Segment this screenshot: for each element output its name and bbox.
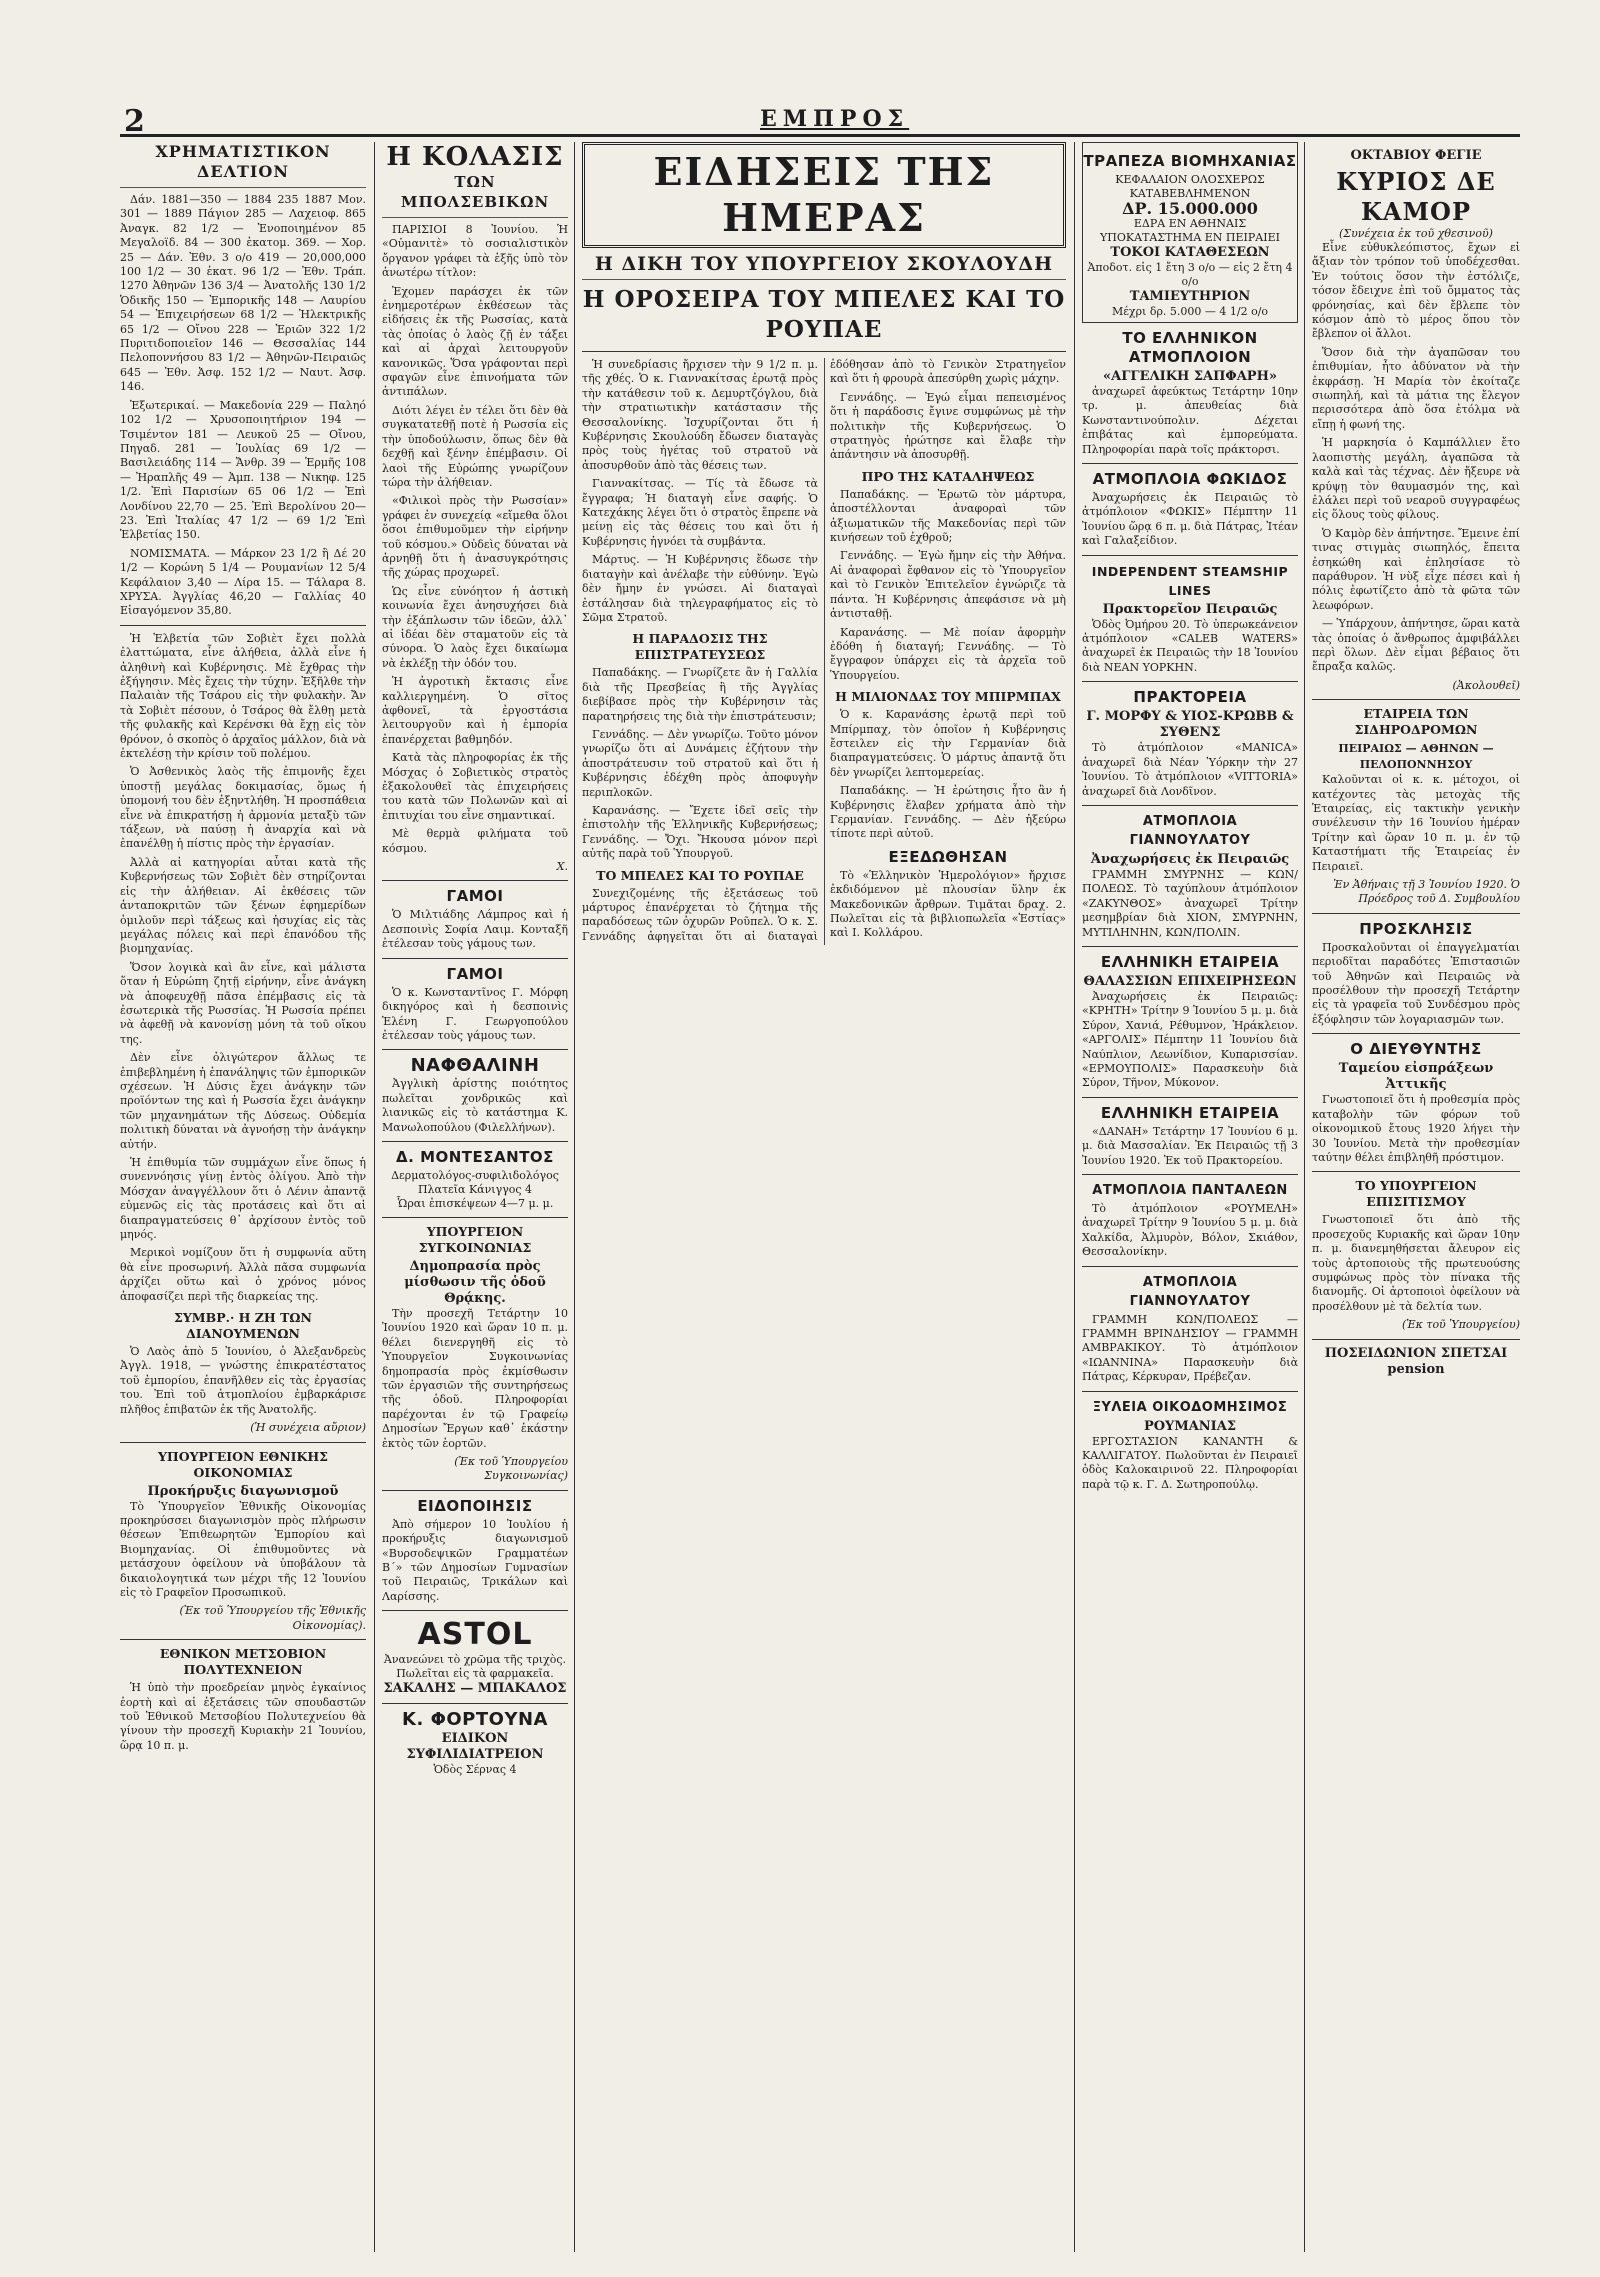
- column-separator: [574, 142, 575, 2252]
- ad-line: Μέχρι δρ. 5.000 — 4 1/2 ο/ο: [1111, 305, 1269, 318]
- column-shipping-ads: [1082, 142, 1298, 2252]
- divider: [1312, 1171, 1520, 1172]
- article-paragraph: Συνεχιζομένης τῆς ἐξετάσεως τοῦ μάρτυρος ἐπανέρχεται τὸ ζήτημα τῆς παραδόσεως τῶν ὀχυρῶν Ροῦπελ. Ὁ κ. Σ. Γεννάδης ἀφηγεῖται ὅτι αἱ διαταγαὶ ἐδόθησαν ἀπὸ τὸ Γενικὸν Στρατηγεῖον καὶ ὅτι ἡ φρουρὰ ἀπεσύρθη χωρὶς μάχην.: [582, 358, 1066, 943]
- ad-title: ΑΤΜΟΠΛΟΙΑ ΠΑΝΤΑΛΕΩΝ: [1092, 1183, 1288, 1198]
- article-paragraph: Εἶνε εὐθυκλεόπιστος, ἔχων εἰ ἄξιαν τὸν τρόπον τοῦ ὑποδέχεσθαι. Ἐν τούτοις ὅσον τὴν ἐστόλιζε, τόσον ἔδειχνε ἐπὶ τοῦ ὄμματος τὰς φρόνησίας, καὶ δὲν ἔβλεπε τὸν κόσμον ἀπὸ τὸ μέρος ὅπου τὸν ἔβλεπον οἱ ἄλλοι.: [1312, 241, 1520, 341]
- ad-lead: Ἀναχωρήσεις ἐκ Πειραιῶς: [1090, 851, 1290, 867]
- ad-title: ΠΡΑΚΤΟΡΕΙΑ: [1133, 688, 1247, 707]
- ad-line: ΥΠΟΚΑΤΑΣΤΗΜΑ ΕΝ ΠΕΙΡΑΙΕΙ: [1100, 231, 1280, 244]
- divider: [582, 279, 1066, 280]
- divider: [1082, 555, 1298, 556]
- ad-text: Τὸ ἀτμόπλοιον «ΡΟΥΜΕΛΗ» ἀναχωρεῖ Τρίτην 9 Ἰουνίου 5 μ. μ. διὰ Χαλκίδα, Ἀλμυρὸν, Βόλον, Σκιάθον, Θεσσαλονίκην.: [1082, 1202, 1298, 1259]
- article-paragraph: Ὅσον λογικὰ καὶ ἂν εἶνε, καὶ μάλιστα ὅταν ἡ Εὐρώπη ζητῇ εἰρήνην, εἶνε ἀνάγκη νὰ ἀποφευχθῇ πᾶσα ἐπέμβασις εἰς τὰ ἐσωτερικὰ τῆς Ρωσσίας. Ἡ Ρωσσία πρέπει νὰ ἀφεθῇ νὰ κανονίσῃ μόνη τὰ τοῦ οἴκου της.: [120, 960, 366, 1046]
- article-paragraph: Ὡς εἶνε εὐνόητον ἡ ἀστικὴ κοινωνία ἔχει ἀνησυχήσει διὰ τὴν ἐξάπλωσιν τῶν ἰδεῶν, ἀλλ᾿ αἱ ἰδέαι δὲν σταματοῦν εἰς τὰ σύνορα. Ὁ λαὸς ἔχει δικαίωμα νὰ ἐκλέξῃ τὴν ὁδόν του.: [382, 584, 568, 670]
- divider: [1082, 1391, 1298, 1392]
- divider: [1312, 1339, 1520, 1340]
- section-heading: ΤΟ ΜΠΕΛΕΣ ΚΑΙ ΤΟ ΡΟΥΠΑΕ: [596, 867, 804, 883]
- announcement-title: ΓΑΜΟΙ: [446, 964, 504, 983]
- ad-title: ΤΟ ΕΛΛΗΝΙΚΟΝ ΑΤΜΟΠΛΟΙΟΝ: [1122, 329, 1258, 366]
- ad-title: ASTOL: [417, 1617, 533, 1653]
- article-paragraph: Καρανάσης. — Μὲ ποίαν ἀφορμὴν ἐδόθη ἡ διαταγή; Γεννάδης. — Τὸ ἔγγραφον ὑπάρχει εἰς τὰ ἀρχεῖα τοῦ Ὑπουργείου.: [830, 625, 1066, 682]
- news-banner: ΕΙΔΗΣΕΙΣ ΤΗΣ ΗΜΕΡΑΣ: [582, 142, 1066, 248]
- ad-line: ΔΡ. 15.000.000: [1122, 199, 1258, 218]
- masthead: [120, 104, 1520, 139]
- article-paragraph: Καρανάσης. — Ἔχετε ἰδεῖ σεῖς τὴν ἐπιστολὴν τῆς Ἑλληνικῆς Κυβερνήσεως; Γεννάδης. — Ὄχι. Ἤκουσα μόνον περὶ αὐτῆς παρὰ τοῦ Ὑπουργοῦ.: [582, 803, 818, 861]
- article-paragraph: Κατὰ τὰς πληροφορίας ἐκ τῆς Μόσχας ὁ Σοβιετικὸς στρατὸς ἐξακολουθεῖ τὰς ἐπιχειρήσεις του κατὰ τῶν Πολωνῶν καὶ αἱ ἐπιτυχίαι του εἶνε σημαντικαί.: [382, 751, 568, 822]
- divider: [382, 1490, 568, 1491]
- signature: (Ἐκ τοῦ Ὑπουργείου τῆς Ἐθνικῆς Οἰκονομίας).: [179, 1604, 366, 1632]
- ad-lead: Ταμείου εἰσπράξεων Ἀττικῆς: [1338, 1061, 1494, 1093]
- divider: [382, 1141, 568, 1142]
- signature: (Ἐκ τοῦ Ὑπουργείου): [1401, 1318, 1520, 1332]
- ad-text: ΕΡΓΟΣΤΑΣΙΟΝ ΚΑΝΑΝΤΗ & ΚΑΛΛΙΓΑΤΟΥ. Πωλοῦνται ἐν Πειραιεῖ ὁδὸς Καλοκαιρινοῦ 22. Πληροφορίαι παρὰ τῷ κ. Γ. Δ. Σωτηροπούλῳ.: [1082, 1434, 1298, 1491]
- section-heading: ΕΘΝΙΚΟΝ ΜΕΤΣΟΒΙΟΝ ΠΟΛΥΤΕΧΝΕΙΟΝ: [159, 1646, 327, 1678]
- ad-text: «ΔΑΝΑΗ» Τετάρτην 17 Ἰουνίου 6 μ. μ. διὰ Μασσαλίαν. Ἐκ Πειραιῶς τῇ 3 Ἰουνίου 1920. Ἐκ τοῦ Πρακτορείου.: [1082, 1124, 1298, 1167]
- article-paragraph: Τὸ «Ἑλληνικὸν Ἡμερολόγιον» ἤρχισε ἐκδιδόμενον μὲ πλουσίαν ὕλην ἐκ Μακεδονικῶν ἄρθρων. Τιμᾶται δραχ. 2. Πωλεῖται εἰς τὰ βιβλιοπωλεῖα «Ἑστίας» καὶ Ι. Κολλάρου.: [830, 868, 1066, 940]
- ad-title: ΕΤΑΙΡΕΙΑ ΤΩΝ ΣΙΔΗΡΟΔΡΟΜΩΝ: [1354, 706, 1478, 738]
- divider: [120, 1442, 366, 1443]
- stock-bulletin-title: ΧΡΗΜΑΤΙΣΤΙΚΟΝ ΔΕΛΤΙΟΝ: [155, 142, 331, 181]
- article-paragraph: Παπαδάκης. — Γνωρίζετε ἂν ἡ Γαλλία διὰ τῆς Πρεσβείας ἢ τῆς Ἀγγλίας διεβίβασε πρὸς τὴν Κυβέρνησιν τὰς παρατηρήσεις της διὰ τὴν ἐπιστράτευσιν;: [582, 666, 818, 723]
- bank-ad: [1082, 142, 1298, 323]
- divider: [1312, 699, 1520, 700]
- signature: Ἐν Ἀθήναις τῇ 3 Ἰουνίου 1920. Ὁ Πρόεδρος τοῦ Δ. Συμβουλίου: [1333, 878, 1520, 906]
- ad-title: ΑΤΜΟΠΛΟΙΑ ΓΙΑΝΝΟΥΛΑΤΟΥ: [1129, 813, 1251, 848]
- ad-text: Γνωστοποιεῖ ὅτι ἡ προθεσμία πρὸς καταβολὴν τῶν φόρων τοῦ οἰκονομικοῦ ἔτους 1920 λήγει τὴν 30 Ἰουνίου. Μετὰ τὴν προθεσμίαν ταύτην θέλει ἐπιβληθῆ πρόστιμον.: [1312, 1093, 1520, 1164]
- ad-title: ΠΡΟΣΚΛΗΣΙΣ: [1359, 919, 1473, 938]
- divider: [120, 625, 366, 626]
- ad-text: Τὸ ἀτμόπλοιον «MANICA» ἀναχωρεῖ διὰ Νέαν Ὑόρκην τὴν 27 Ἰουνίου. Τὸ ἀτμόπλοιον «VITTORIA» ἀναχωρεῖ διὰ Λονδῖνον.: [1082, 741, 1298, 798]
- section-heading: ΕΞΕΔΩΘΗΣΑΝ: [888, 847, 1008, 866]
- section-heading: Η ΠΑΡΑΔΟΣΙΣ ΤΗΣ ΕΠΙΣΤΡΑΤΕΥΣΕΩΣ: [632, 631, 768, 663]
- column-separator: [374, 142, 375, 2252]
- ad-title: ΥΠΟΥΡΓΕΙΟΝ ΣΥΓΚΟΙΝΩΝΙΑΣ: [418, 1223, 532, 1255]
- divider: [1312, 913, 1520, 914]
- ad-lead: ΡΟΥΜΑΝΙΑΣ: [1143, 1418, 1237, 1434]
- article-paragraph: Ἡ συνεδρίασις ἤρχισεν τὴν 9 1/2 π. μ. τῆς χθές. Ὁ κ. Γιαννακίτσας ἐρωτᾷ πρὸς τὴν κατάθεσιν τοῦ κ. Δεμυρτζόγλου, διὰ τὴν στρατιωτικὴν κατάστασιν τῆς Θεσσαλονίκης. Ἰσχυρίζονται ὅτι ἡ Κυβέρνησις Σκουλούδη ἔδωσεν διαταγὰς πρὸς τοὺς ἡγέτας τοῦ στρατοῦ νὰ ἀποσυρθοῦν ἀπὸ τὰς θέσεις των.: [582, 358, 818, 472]
- article-paragraph: Γεννάδης. — Ἐγώ εἶμαι πεπεισμένος ὅτι ἡ παράδοσις ἔγινε συμφώνως μὲ τὴν πολιτικὴν τῆς Κυβερνήσεως. Ὁ στρατηγὸς ἠρώτησε καὶ ἔλαβε τὴν ἀπάντησιν νὰ ἀποσυρθῇ.: [830, 390, 1066, 462]
- announcement-text: Ὁ κ. Κωνσταντῖνος Γ. Μόρφη δικηγόρος καὶ ἡ δεσποινὶς Ἑλένη Γ. Γεωργοπούλου ἐτέλεσαν τοὺς γάμους των.: [382, 985, 568, 1042]
- divider: [120, 1639, 366, 1640]
- ad-title: ΤΟ ΥΠΟΥΡΓΕΙΟΝ ΕΠΙΣΙΤΙΣΜΟΥ: [1355, 1178, 1477, 1210]
- continued-note: (Ἀκολουθεῖ): [1452, 678, 1520, 692]
- divider: [382, 1610, 568, 1611]
- signature: (Ἐκ τοῦ Ὑπουργείου Συγκοινωνίας): [454, 1455, 568, 1483]
- article-paragraph: ΠΑΡΙΣΙΟΙ 8 Ἰουνίου. Ἡ «Οὐμανιτὲ» τὸ σοσιαλιστικὸν ὄργανον γράφει τὰ ἑξῆς ὑπὸ τὸν ἀνωτέρω τίτλον:: [382, 223, 568, 280]
- ad-title: ΑΤΜΟΠΛΟΙΑ ΦΩΚΙΔΟΣ: [1092, 470, 1288, 489]
- ad-text: ἀναχωρεῖ ἀφεύκτως Τετάρτην 10ην τρ. μ. ἀπευθείας διὰ Κωνσταντινούπολιν. Δέχεται ἐπιβάτας καὶ ἐμπορεύματα. Πληροφορίαι παρὰ τοῖς πράκτορσι.: [1082, 385, 1298, 456]
- article-paragraph: Ὁ κ. Καρανάσης ἐρωτᾷ περὶ τοῦ Μπίρμπαχ, τὸν ὁποῖον ἡ Κυβέρνησις ἔστειλεν εἰς τὴν Γερμανίαν διὰ διαπραγματεύσεις. Ὁ μάρτυς ἀπαντᾷ ὅτι δὲν γνωρίζει λεπτομερείας.: [830, 708, 1066, 779]
- serial-note: (Συνέχεια ἐκ τοῦ χθεσινοῦ): [1339, 227, 1493, 240]
- article-paragraph: Ἡ ὑπὸ τὴν προεδρείαν μηνὸς ἐγκαίνιος ἐορτὴ καὶ αἱ ἐξετάσεις τῶν σπουδαστῶν τοῦ Ἐθνικοῦ Μετσοβίου Πολυτεχνείου θὰ γίνουν τὴν προσεχῆ Κυριακὴν 21 Ἰουνίου, ὥρᾳ 10 π. μ.: [120, 1681, 366, 1752]
- article-paragraph: Γιαννακίτσας. — Τίς τὰ ἔδωσε τὰ ἔγγραφα; Ἡ διαταγὴ εἶνε σαφής. Ὁ Κατεχάκης λέγει ὅτι ὁ στρατὸς ἔπρεπε νὰ μείνῃ εἰς τὰς θέσεις του καὶ ὅτι ἡ Κυβέρνησις ἠγνόει τὰ συμβάντα.: [582, 477, 818, 548]
- ad-text: Καλοῦνται οἱ κ. κ. μέτοχοι, οἱ κατέχοντες τὰς μετοχὰς τῆς Ἑταιρείας, εἰς τακτικὴν γενικὴν συνέλευσιν τὴν 16 Ἰουνίου ἡμέραν Τρίτην καὶ ὥραν 10 π. μ. ἐν τῷ Καταστήματι τῆς Ἑταιρείας ἐν Πειραιεῖ.: [1312, 773, 1520, 873]
- ad-line: Ἀνανεώνει τὸ χρῶμα τῆς τριχὸς.: [383, 1653, 567, 1667]
- divider: [382, 1049, 568, 1050]
- divider: [1312, 1033, 1520, 1034]
- section-lead: Προκήρυξις διαγωνισμοῦ: [147, 1483, 339, 1499]
- ad-title: ΝΑΦΘΑΛΙΝΗ: [410, 1055, 540, 1077]
- paper-name: ΕΜΠΡΟΣ: [760, 106, 910, 132]
- ad-line: Ἀποδοτ. εἰς 1 ἔτη 3 ο/ο — εἰς 2 ἔτη 4 ο/ο: [1087, 261, 1293, 288]
- article-paragraph: Ὁ Ἀσθενικὸς λαὸς τῆς ἐπιμονῆς ἔχει ὑποστῇ μεγάλας δοκιμασίας, ὅμως ἡ ὑπομονή του δὲν ἐξηντλήθη. Ἡ προσπάθεια εἶνε νὰ ἐπικρατήσῃ ἡ ἀρμονία μεταξὺ τῶν τάξεων, νὰ παύσῃ ἡ ἀναρχία καὶ νὰ ἐπανέλθῃ ἡ πίστις πρὸς τὴν ἐργασίαν.: [120, 765, 366, 851]
- ad-text: Προσκαλοῦνται οἱ ἐπαγγελματίαι περιοδῖται παραδότες Ἐπιστασιῶν τοῦ Ἀθηνῶν καὶ Πειραιῶς νὰ προσέλθουν τὴν προσεχῆ Τετάρτην εἰς τὰ γραφεῖα τοῦ Συνδέσμου πρὸς ἐξόφλησιν τῶν λογαριασμῶν των.: [1312, 940, 1520, 1026]
- ad-line: Ὧραι ἐπισκέψεων 4—7 μ. μ.: [396, 1196, 554, 1210]
- ad-text: Τὴν προσεχῆ Τετάρτην 10 Ἰουνίου 1920 καὶ ὥραν 10 π. μ. θέλει διενεργηθῆ εἰς τὸ Ὑπουργεῖον Συγκοινωνίας δημοπρασία πρὸς ἐκμίσθωσιν τῶν ἐργασιῶν τῆς συντηρήσεως τῆς ὁδοῦ. Πληροφορίαι παρέχονται ἐν τῷ Γραφείῳ Δημοσίων Ἔργων καθ᾿ ἑκάστην ἐκτὸς τῶν ἑορτῶν.: [382, 1306, 568, 1450]
- footer-ad: ΠΟΣΕΙΔΩΝΙΟΝ ΣΠΕΤΣΑΙ pension: [1324, 1345, 1508, 1377]
- article-title: Η ΚΟΛΑΣΙΣ: [386, 142, 564, 172]
- announcement-title: ΓΑΜΟΙ: [446, 887, 504, 906]
- ad-title: INDEPENDENT STEAMSHIP LINES: [1091, 563, 1289, 598]
- section-heading: Η ΜΙΛΙΟΝΔΑΣ ΤΟΥ ΜΠΙΡΜΠΑΧ: [835, 689, 1061, 705]
- article-paragraph: Μὲ θερμὰ φιλήματα τοῦ κόσμου.: [382, 827, 568, 855]
- page-number: 2: [124, 104, 145, 139]
- column-stock-bulletin: [120, 142, 366, 2252]
- article-paragraph: Διότι λέγει ἐν τέλει ὅτι δὲν θὰ συγκατατεθῇ ποτὲ ἡ Ρωσσία εἰς τὴν ὑποδούλωσιν, ὅπως δὲν θὰ δεχθῇ καὶ ξένην ἐπέμβασιν. Οἱ λαοὶ τῆς Εὐρώπης γνωρίζουν τώρα τὴν ἀλήθειαν.: [382, 403, 568, 489]
- two-column-body: [582, 358, 1066, 945]
- headline: Η ΟΡΟΣΕΙΡΑ ΤΟΥ ΜΠΕΛΕΣ ΚΑΙ ΤΟ ΡΟΥΠΑΕ: [582, 286, 1066, 343]
- article-paragraph: Παπαδάκης. — Ἐρωτῶ τὸν μάρτυρα, ἀποστέλλονται ἀναφοραὶ τῶν ἀξιωματικῶν τῆς Μακεδονίας περὶ τῶν κινήσεων τοῦ ἐχθροῦ;: [830, 487, 1066, 545]
- article-paragraph: «Φιλικοὶ πρὸς τὴν Ρωσσίαν» γράφει ἐν συνεχείᾳ «εἴμεθα ὅλοι ὅσοι ἐπιθυμοῦμεν τὴν εἰρήνην τοῦ κόσμου.» Οὐδεὶς δύναται νὰ ἀρνηθῇ ὅτι ἡ ἀνασυγκρότησις τῆς χώρας προχωρεῖ.: [382, 494, 568, 580]
- article-paragraph: Δὲν εἶνε ὀλιγώτερον ἄλλως τε ἐπιβεβλημένη ἡ ἐπανάληψις τῶν ἐμπορικῶν σχέσεων. Ἡ Δύσις ἔχει ἀνάγκην τῶν προϊόντων της καὶ ἡ Ρωσσία ἔχει ἀνάγκην τῶν μηχανημάτων τῆς Δύσεως. Οὐδεμία πολιτικὴ δύναται νὰ ἀγνοήσῃ τὴν ἀνάγκην αὐτήν.: [120, 1051, 366, 1151]
- ad-line: ΣΑΚΑΛΗΣ — ΜΠΑΚΑΛΟΣ: [383, 1681, 567, 1697]
- ad-title: Κ. ΦΟΡΤΟΥΝΑ: [402, 1709, 548, 1731]
- divider: [1082, 1097, 1298, 1098]
- ad-line: Πωλεῖται εἰς τὰ φαρμακεῖα.: [396, 1667, 554, 1681]
- ad-title: ΑΤΜΟΠΛΟΙΑ ΓΙΑΝΝΟΥΛΑΤΟΥ: [1129, 1274, 1251, 1309]
- announcement-text: Ὁ Μιλτιάδης Λάμπρος καὶ ἡ Δεσποινὶς Σοφία Λαιμ. Κονταξῆ ἐτέλεσαν τοὺς γάμους των.: [382, 908, 568, 951]
- article-paragraph: Μερικοὶ νομίζουν ὅτι ἡ συμφωνία αὕτη θὰ εἶνε προσωρινή. Ἀλλὰ πᾶσα συμφωνία ἀρχίζει οὕτω καὶ ὁ χρόνος μόνος ἀποφασίζει περὶ τῆς διαρκείας της.: [120, 1246, 366, 1303]
- divider: [120, 187, 366, 188]
- ad-lead: ΘΑΛΑΣΣΙΩΝ ΕΠΙΧΕΙΡΗΣΕΩΝ: [1083, 973, 1297, 989]
- article-paragraph: Τὸ Ὑπουργεῖον Ἐθνικῆς Οἰκονομίας προκηρύσσει διαγωνισμὸν πρὸς πλήρωσιν θέσεων Ἐπιθεωρητῶν Ἐμπορίου καὶ Βιομηχανίας. Οἱ ἐπιθυμοῦντες νὰ μετάσχουν ὀφείλουν νὰ ὑποβάλουν τὰ δικαιολογητικά των μέχρι τῆς 12 Ἰουνίου εἰς τὸ Γραφεῖον Προσωπικοῦ.: [120, 1499, 366, 1599]
- article-paragraph: Ἡ μαρκησία ὁ Καμπάλλιεν ἔτο λαοπιστὴς μεγάλη, ἀγαπῶσα τὰ καλὰ καὶ τὰς τέχνας. Δὲν ἤξευρε νὰ κρύψῃ τὸν θαυμασμόν της, καὶ ἐλάλει περὶ τοῦ νεαροῦ συγγραφέως εἰς ὅλους τοὺς φίλους.: [1312, 436, 1520, 522]
- column-serial-novel: [1312, 142, 1520, 2252]
- ad-title: ΕΙΔΟΠΟΙΗΣΙΣ: [417, 1496, 533, 1515]
- ad-line: ΚΕΦΑΛΑΙΟΝ ΟΛΟΣΧΕΡΩΣ ΚΑΤΑΒΕΒΛΗΜΕΝΟΝ: [1115, 173, 1265, 200]
- ad-text: ΓΡΑΜΜΗ ΚΩΝ/ΠΟΛΕΩΣ — ΓΡΑΜΜΗ ΒΡΙΝΔΗΣΙΟΥ — ΓΡΑΜΜΗ ΑΜΒΡΑΚΙΚΟΥ. Τὸ ἀτμόπλοιον «ΙΩΑΝΝΙΝΑ» Παρασκευὴν διὰ Πάτρας, Κέρκυραν, Πρέβεζαν.: [1082, 1312, 1298, 1384]
- ad-lead: Γ. ΜΟΡΦΥ & ΥΙΟΣ-ΚΡΩΒΒ & ΣΥΘΕΝΣ: [1086, 709, 1294, 741]
- article-paragraph: — Ὑπάρχουν, ἀπήντησε, ὥραι κατὰ τὰς ὁποίας ὁ ἄνθρωπος ἀμφιβάλλει περὶ ὅλων. Δὲν εἶμαι βέβαιος ὅτι ἔπραξα καλῶς.: [1312, 617, 1520, 674]
- ad-title: ΤΡΑΠΕΖΑ ΒΙΟΜΗΧΑΝΙΑΣ: [1083, 152, 1297, 170]
- ad-text: Ἀναχωρήσεις ἐκ Πειραιῶς τὸ ἀτμόπλοιον «ΦΩΚΙΣ» Πέμπτην 11 Ἰουνίου ὥρᾳ 6 π. μ. διὰ Πάτρας, Ἰτέαν καὶ Γαλαξείδιον.: [1082, 491, 1298, 548]
- article-paragraph: Ὁ Λαὸς ἀπὸ 5 Ἰουνίου, ὁ Ἀλεξανδρεὺς Ἀγγλ. 1918, — γνώστης ἐπικρατέστατος τοῦ ἐμπορίου, ἐπανῆλθεν εἰς τὰς ἐργασίας του. Ἐπὶ τοῦ ἀτμοπλοίου ἐμβαρκάρισε πλῆθος ἐπιβατῶν ἐκ τῆς Ἀνατολῆς.: [120, 1345, 366, 1416]
- section-heading: ΥΠΟΥΡΓΕΙΟΝ ΕΘΝΙΚΗΣ ΟΙΚΟΝΟΜΙΑΣ: [157, 1448, 329, 1480]
- ad-lead: Πρακτορεῖον Πειραιῶς: [1102, 601, 1278, 617]
- ad-text: Ὁδὸς Ὀμήρου 20. Τὸ ὑπερωκεάνειον ἀτμόπλοιον «CALEB WATERS» ἀναχωρεῖ ἐκ Πειραιῶς τὴν 18 Ἰουνίου διὰ ΝΕΑΝ ΥΟΡΚΗΝ.: [1082, 617, 1298, 674]
- article-paragraph: Ἀλλὰ αἱ κατηγορίαι αὗται κατὰ τῆς Κυβερνήσεως τῶν Σοβιὲτ δὲν στηρίζονται εἰς τὴν ἀλήθειαν. Αἱ ἐκθέσεις τῶν ἀνταποκριτῶν τῶν ξένων ἐφημερίδων ὁμιλοῦν περὶ τάξεως καὶ ἡσυχίας εἰς τὰς μεγάλας πόλεις καὶ περὶ ἐπανόδου τῆς βιομηχανίας.: [120, 855, 366, 956]
- divider: [1082, 1266, 1298, 1267]
- ad-title: Ο ΔΙΕΥΘΥΝΤΗΣ: [1350, 1040, 1482, 1059]
- section-heading: ΣΥΜΒΡ.· Η ΖΗ ΤΩΝ ΔΙΑΝΟΥΜΕΝΩΝ: [174, 1310, 312, 1342]
- ad-line: ΕΙΔΙΚΟΝ ΣΥΦΙΛΙΔΙΑΤΡΕΙΟΝ: [406, 1731, 544, 1763]
- ad-line: ΤΟΚΟΙ ΚΑΤΑΘΕΣΕΩΝ: [1110, 245, 1270, 260]
- divider: [382, 1703, 568, 1704]
- divider: [382, 880, 568, 881]
- headline: Η ΔΙΚΗ ΤΟΥ ΥΠΟΥΡΓΕΙΟΥ ΣΚΟΥΛΟΥΔΗ: [594, 253, 1054, 275]
- divider: [382, 217, 568, 218]
- ad-text: Γνωστοποιεῖ ὅτι ἀπὸ τῆς προσεχοῦς Κυριακῆς καὶ ὥραν 10ην π. μ. διανεμηθήσεται ἄλευρον εἰς τοὺς ἀρτοποιοὺς τῆς πρωτευούσης συμφώνως πρὸς τὸν πίνακα τῆς διανομῆς. Οἱ ἀρτοποιοὶ ὀφείλουν νὰ προσέλθουν μὲ τὰ δελτία των.: [1312, 1213, 1520, 1313]
- ad-title: ΕΛΛΗΝΙΚΗ ΕΤΑΙΡΕΙΑ: [1100, 952, 1280, 971]
- column-separator: [1304, 142, 1305, 2252]
- ad-line: Ὁδὸς Σέρνας 4: [433, 1763, 517, 1777]
- ad-text: ΓΡΑΜΜΗ ΣΜΥΡΝΗΣ — ΚΩΝ/ΠΟΛΕΩΣ. Τὸ ταχύπλουν ἀτμόπλοιον «ΖΑΚΥΝΘΟΣ» ἀναχωρεῖ Τρίτην μεσημβρίαν διὰ ΧΙΟΝ, ΣΜΥΡΝΗΝ, ΜΥΤΙΛΗΝΗΝ, ΚΩΝ/ΠΟΛΙΝ.: [1082, 867, 1298, 939]
- divider: [1082, 681, 1298, 682]
- column-separator: [1074, 142, 1075, 2252]
- ad-lead: Δημοπρασία πρὸς μίσθωσιν τῆς ὁδοῦ Θρᾴκης.: [404, 1258, 546, 1306]
- divider: [1082, 946, 1298, 947]
- exchange-rates: Ἐξωτερικαί. — Μακεδονία 229 — Παληό 102 1/2 — Χρυσοποιητήριον 194 — Τσιμέντον 181 — Λευκοῦ 25 — Οἴνου, Πηγαδ. 281 — Ἰουλίας 69 1/2 — Βασιλειάδης 114 — Ἄνθρ. 39 — Ἑρμῆς 108 — Ἠραπλῆς 49 — Ἀμπ. 138 — Νικηφ. 125 1/2. Ἐπὶ Παρισίων 65 06 1/2 — Ἐπὶ Λονδίνου 22,70 — 25. Ἐπὶ Βερολίνου 20—23. Ἐπὶ Ἰταλίας 47 1/2 — 69 1/2 Ἐπὶ Ἑλβετίας 150.: [120, 398, 366, 542]
- ad-title: ΞΥΛΕΙΑ ΟΙΚΟΔΟΜΗΣΙΜΟΣ: [1092, 1399, 1288, 1415]
- article-paragraph: Ὁ Καμὸρ δὲν ἀπήντησε. Ἔμεινε ἐπί τινας στιγμὰς σιωπηλός, ἔπειτα ἐσηκώθη καὶ ἐπλησίασε τὸ παράθυρον. Ἡ νὺξ εἶχε πέσει καὶ ἡ πόλις ἐφωτίζετο ἀπὸ τὰ φῶτα τῶν λεωφόρων.: [1312, 526, 1520, 612]
- ad-text: Ἀπὸ σήμερον 10 Ἰουλίου ἡ προκήρυξις διαγωνισμοῦ «Βυρσοδεψικῶν Γραμματέων Β΄» τῶν Δημοσίων Γυμνασίων τοῦ Πειραιῶς, Τρικάλων καὶ Λαρίσσης.: [382, 1517, 568, 1603]
- article-paragraph: Παπαδάκης. — Ἡ ἐρώτησις ἦτο ἂν ἡ Κυβέρνησις ἔλαβεν χρήματα ἀπὸ τὴν Γερμανίαν. Γεννάδης. — Δὲν ἠξεύρω τίποτε περὶ αὐτοῦ.: [830, 784, 1066, 841]
- section-heading: ΠΡΟ ΤΗΣ ΚΑΤΑΛΗΨΕΩΣ: [861, 468, 1035, 484]
- ad-line: Δερματολόγος-συφιλιδολόγος: [391, 1168, 559, 1182]
- divider: [1082, 1174, 1298, 1175]
- article-paragraph: Γεννάδης. — Δὲν γνωρίζω. Τοῦτο μόνον γνωρίζω ὅτι αἱ Δυνάμεις ἐζήτουν τὴν ἀποστράτευσιν τοῦ στρατοῦ καὶ ὅτι ἡ Κυβέρνησις ἐδέχθη πρὸς ἀποφυγὴν περιπλοκῶν.: [582, 727, 818, 799]
- divider: [1082, 463, 1298, 464]
- ad-line: ΕΔΡΑ ΕΝ ΑΘΗΝΑΙΣ: [1133, 217, 1247, 230]
- article-paragraph: Ἐχομεν παράσχει ἐκ τῶν ἐνημεροτέρων ἐκθέσεων τὰς εἰδήσεις ἐκ τῆς Ρωσσίας, κατὰ τὰς ὁποίας ὁ λαὸς ζῇ ἐν τάξει καὶ αἱ ἀρχαὶ λειτουργοῦν κανονικῶς. Ὅσα γράφονται περὶ σφαγῶν εἶνε ἐπινοήματα τῶν ἀντιπάλων.: [382, 284, 568, 399]
- serial-author: ΟΚΤΑΒΙΟΥ ΦΕΓΙΕ: [1350, 148, 1482, 163]
- ad-lead: ΠΕΙΡΑΙΩΣ — ΑΘΗΝΩΝ — ΠΕΛΟΠΟΝΝΗΣΟΥ: [1338, 742, 1494, 772]
- article-paragraph: Ἡ ἀγροτικὴ ἔκτασις εἶνε καλλιεργημένη. Ὁ σῖτος ἀφθονεῖ, τὰ ἐργοστάσια λειτουργοῦν καὶ ἡ ἐμπορία ἐπανέρχεται βαθμηδόν.: [382, 675, 568, 746]
- article-paragraph: Μάρτυς. — Ἡ Κυβέρνησις ἔδωσε τὴν διαταγὴν καὶ ἀνέλαβε τὴν εὐθύνην. Ἐγὼ δὲν ἤμην ἐν γνώσει. Αἱ διαταγαὶ ἐστάλησαν διὰ τηλεγραφήματος εἰς τὸ Σῶμα Στρατοῦ.: [582, 553, 818, 624]
- article-paragraph: Ὅσον διὰ τὴν ἀγαπῶσαν του ἐπιθυμίαν, ἦτο ἀδύνατον νὰ τὴν ἐκφράσῃ. Ἡ Μαρία τὸν ἐκοίταζε σιωπηλή, καὶ τὰ μάτια της ἔλεγον περισσότερα ἀπὸ ὅσα ἐτόλμα νὰ εἴπῃ ἡ φωνή της.: [1312, 345, 1520, 431]
- divider: [1082, 805, 1298, 806]
- divider: [382, 1217, 568, 1218]
- ad-text: Ἀγγλικὴ ἀρίστης ποιότητος πωλεῖται χονδρικῶς καὶ λιανικῶς εἰς τὸ κατάστημα Κ. Μανωλοπούλου (Φιλελλήνων).: [382, 1077, 568, 1134]
- serial-title: ΚΥΡΙΟΣ ΔΕ ΚΑΜΟΡ: [1336, 167, 1496, 226]
- ad-title: Δ. ΜΟΝΤΕΣΑΝΤΟΣ: [396, 1147, 554, 1166]
- column-news-of-the-day: [582, 142, 1066, 2252]
- divider: [382, 958, 568, 959]
- signature: (Ἡ συνέχεια αὔριον): [250, 1421, 366, 1435]
- divider: [582, 351, 1066, 352]
- currency-rates: ΝΟΜΙΣΜΑΤΑ. — Μάρκον 23 1/2 ἢ Δέ 20 1/2 — Κορώνη 5 1/4 — Ρουμανίων 12 5/4 Κεφάλαιον 3,40 — Λίρα 15. — Τάλαρα 8. ΧΡΥΣΑ. Ἀγγλίας 46,20 — Γαλλίας 40 Εἰσαγόμενον 35,80.: [120, 546, 366, 618]
- market-prices: Δάν. 1881—350 — 1884 235 1887 Μον. 301 — 1889 Πάγιον 285 — Λαχειοφ. 865 Ἀναγκ. 82 1/2 — Ἑνοποιημένον 85 Μεγαλοϊδ. 84 — 300 ἐκατομ. 369. — Χορ. 25 — Δάν. Ἐθν. 3 ο/ο 419 — 20,000,000 100 1/2 — 30 ἐκατ. 96 1/2 — Ἐθν. Τράπ. 1270 Ἀθηνῶν 136 3/4 — Ἀνατολῆς 130 1/2 Ὁδικῆς 150 — Ἐμπορικῆς 148 — Λαυρίου 54 — Ἐπιχειρήσεων 68 1/2 — Ἠλεκτρικῆς 65 1/2 — Οἴνου 228 — Ἐριῶν 322 1/2 Πυριτιδοποιεῖον 146 — Θεσσαλίας 144 Πελοποννήσου 83 1/2 — Ἀθηνῶν-Πειραιῶς 645 — Ἐθν. Ἀσφ. 152 1/2 — Ναυτ. Ἀσφ. 146.: [120, 193, 366, 394]
- ad-text: Ἀναχωρήσεις ἐκ Πειραιῶς: «ΚΡΗΤΗ» Τρίτην 9 Ἰουνίου 5 μ. μ. διὰ Σύρον, Χανιά, Ρέθυμνον, Ἡράκλειον. «ΑΡΓΟΛΙΣ» Πέμπτην 11 Ἰουνίου διὰ Ναύπλιον, Λεωνίδιον, Κυπαρισσίαν. «ΕΡΜΟΥΠΟΛΙΣ» Παρασκευὴν διὰ Σύρον, Τῆνον, Μύκονον.: [1082, 989, 1298, 1090]
- ad-lead: «ΑΓΓΕΛΙΚΗ ΣΑΠΦΑΡΗ»: [1102, 369, 1277, 384]
- ad-title: ΕΛΛΗΝΙΚΗ ΕΤΑΙΡΕΙΑ: [1100, 1103, 1280, 1122]
- article-paragraph: Γεννάδης. — Ἐγὼ ἤμην εἰς τὴν Ἀθήνα. Αἱ ἀναφοραὶ ἔφθανον εἰς τὸ Ὑπουργεῖον καὶ τὸ Γενικὸν Ἐπιτελεῖον ἐγνώριζε τὰ πάντα. Ἡ Κυβέρνησις ἀπεφάσισε νὰ μὴ ἀντισταθῇ.: [830, 549, 1066, 621]
- article-paragraph: Ἡ Ἑλβετία τῶν Σοβιὲτ ἔχει πολλὰ ἐλαττώματα, εἶνε ἀλήθεια, ἀλλὰ εἶνε ἡ ἀληθινὴ καὶ Κυβέρνησις. Μὲ ἔχθρας τὴν ἐξήγησιν. Μὲς ἔχεις τὴν τύχην. Ἐξῆλθε τὴν Παλαιὰν τῆς Τσάρου εἰς τὴν φυλακὴν. Ἄν τὰ Σοβιὲτ πέσουν, ὁ Τσάρος θὰ ἔλθῃ μετὰ τῆς φυλακῆς καὶ Κερένσκι θὰ ἔχῃ εἰς τὸν θρόνον, ὁ σκοπὸς ὁ ἀρχαῖος μάλλον, διὰ νὰ ἐκτελέσῃ τὴν κρίσιν τοῦ πολέμου.: [120, 631, 366, 761]
- column-bolsheviks: [382, 142, 568, 2252]
- article-paragraph: Ἡ ἐπιθυμία τῶν συμμάχων εἶνε ὅπως ἡ συνεννόησις γίνῃ ἐντὸς ὀλίγου. Ἀπὸ τὴν Μόσχαν ἀναγγέλλουν ὅτι ὁ Λένιν ἀπαντᾷ εὐμενῶς εἰς τὰς προτάσεις καὶ ὅτι αἱ διαπραγματεύσεις θ᾿ ἀρχίσουν ἐντὸς τοῦ μηνός.: [120, 1156, 366, 1242]
- article-subtitle: ΤΩΝ ΜΠΟΛΣΕΒΙΚΩΝ: [400, 173, 550, 211]
- signature: Χ.: [556, 860, 568, 874]
- ad-line: Πλατεῖα Κάνιγγος 4: [417, 1182, 533, 1196]
- ad-line: ΤΑΜΙΕΥΤΗΡΙΟΝ: [1129, 289, 1251, 304]
